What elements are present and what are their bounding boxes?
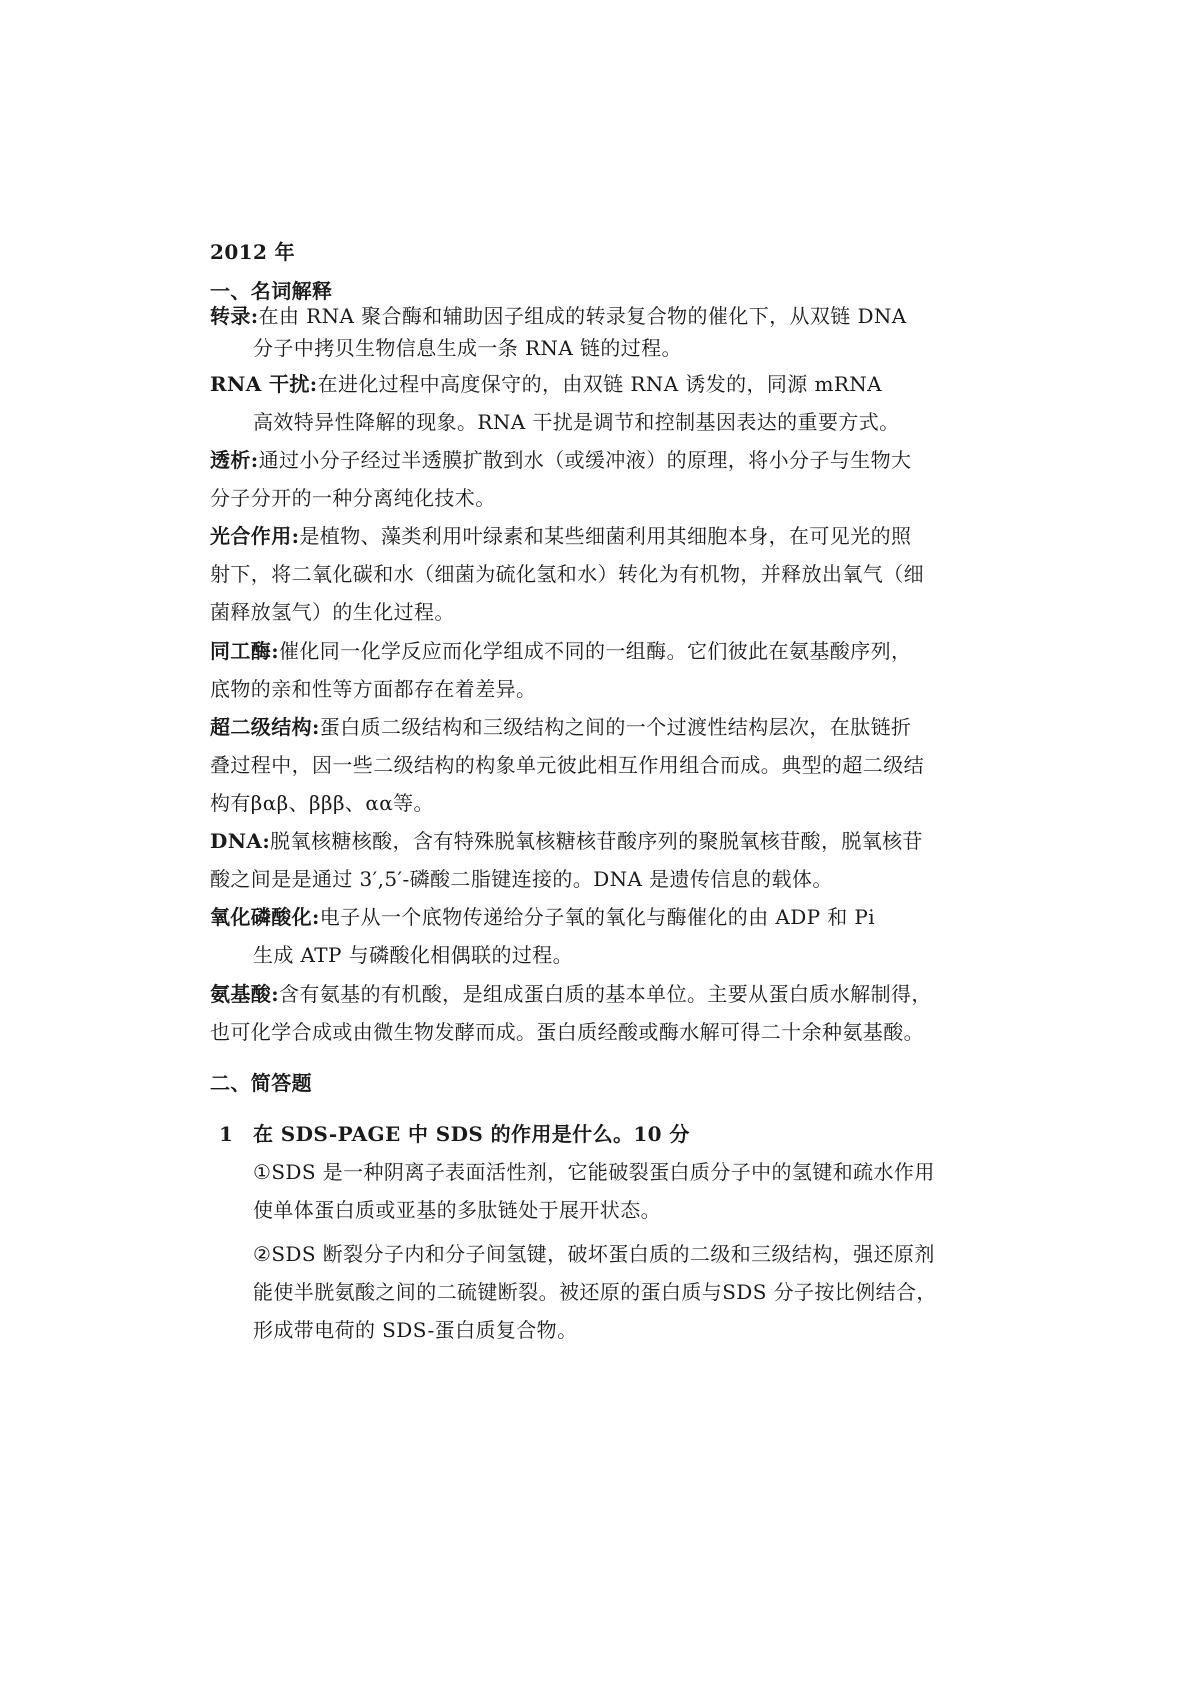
- answer-line: 形成带电荷的 SDS-蛋白质复合物。: [253, 1318, 578, 1342]
- term-text: 脱氧核糖核酸，含有特殊脱氧核糖核苷酸序列的聚脱氧核苷酸，脱氧核苷: [270, 829, 923, 853]
- term-label: 超二级结构:: [210, 715, 320, 739]
- term-text: 蛋白质二级结构和三级结构之间的一个过渡性结构层次，在肽链折: [319, 715, 912, 739]
- term-label: 转录:: [210, 304, 259, 328]
- term-text: 底物的亲和性等方面都存在着差异。: [210, 677, 537, 701]
- term-label: 透析:: [210, 448, 259, 472]
- question-title: 在 SDS-PAGE 中 SDS 的作用是什么。10 分: [253, 1122, 690, 1146]
- term-dna: [210, 827, 923, 855]
- term-amino-acid: [210, 980, 932, 1008]
- term-text: 分子中拷贝生物信息生成一条 RNA 链的过程。: [253, 336, 682, 360]
- term-text: 高效特异性降解的现象。RNA 干扰是调节和控制基因表达的重要方式。: [253, 410, 900, 434]
- term-text: 叠过程中，因一些二级结构的构象单元彼此相互作用组合而成。典型的超二级结: [210, 753, 924, 777]
- term-text: 通过小分子经过半透膜扩散到水（或缓冲液）的原理，将小分子与生物大: [258, 448, 912, 472]
- term-text: 也可化学合成或由微生物发酵而成。蛋白质经酸或酶水解可得二十余种氨基酸。: [210, 1020, 924, 1044]
- term-label: 光合作用:: [210, 524, 300, 548]
- term-text: 电子从一个底物传递给分子氧的氧化与酶催化的由 ADP 和 Pi: [319, 905, 876, 929]
- answer-line: 使单体蛋白质或亚基的多肽链处于展开状态。: [253, 1198, 661, 1222]
- term-isozyme: [210, 637, 911, 665]
- term-text: 催化同一化学反应而化学组成不同的一组酶。它们彼此在氨基酸序列，: [278, 639, 912, 663]
- term-transcription: [210, 302, 907, 330]
- term-text: 含有氨基的有机酸，是组成蛋白质的基本单位。主要从蛋白质水解制得，: [278, 982, 932, 1006]
- section-heading-definitions: 一、名词解释: [210, 279, 333, 303]
- term-text: 生成 ATP 与磷酸化相偶联的过程。: [253, 943, 574, 967]
- section-heading-short-answer: 二、简答题: [210, 1071, 312, 1095]
- term-label: DNA:: [210, 829, 271, 853]
- term-text: 菌释放氢气）的生化过程。: [210, 600, 455, 624]
- term-label: 氧化磷酸化:: [210, 905, 320, 929]
- term-dialysis: [210, 446, 911, 474]
- term-text: 分子分开的一种分离纯化技术。: [210, 486, 496, 510]
- answer-line: ①SDS 是一种阴离子表面活性剂，它能破裂蛋白质分子中的氢键和疏水作用: [253, 1160, 935, 1184]
- answer-line: 能使半胱氨酸之间的二硫键断裂。被还原的蛋白质与SDS 分子按比例结合，: [253, 1280, 937, 1304]
- term-label: 同工酶:: [210, 639, 279, 663]
- term-text: 在由 RNA 聚合酶和辅助因子组成的转录复合物的催化下，从双链 DNA: [258, 304, 907, 328]
- term-supersecondary-structure: [210, 713, 911, 741]
- term-text: 酸之间是是通过 3′,5′-磷酸二脂键连接的。DNA 是遗传信息的载体。: [210, 867, 833, 891]
- term-text: 在进化过程中高度保守的，由双链 RNA 诱发的，同源 mRNA: [317, 372, 883, 396]
- term-text: 是植物、藻类利用叶绿素和某些细菌利用其细胞本身，在可见光的照: [299, 524, 912, 548]
- question-number: 1: [219, 1122, 234, 1146]
- term-text: 射下，将二氧化碳和水（细菌为硫化氢和水）转化为有机物，并释放出氧气（细: [210, 562, 924, 586]
- term-rnai: [210, 370, 882, 398]
- term-label: RNA 干扰:: [210, 372, 318, 396]
- term-text: 构有βαβ、βββ、αα等。: [210, 791, 434, 815]
- term-label: 氨基酸:: [210, 982, 279, 1006]
- page-title: 2012 年: [210, 240, 296, 264]
- term-oxidative-phosphorylation: [210, 903, 875, 931]
- answer-line: ②SDS 断裂分子内和分子间氢键，破坏蛋白质的二级和三级结构，强还原剂: [253, 1242, 935, 1266]
- term-photosynthesis: [210, 522, 911, 550]
